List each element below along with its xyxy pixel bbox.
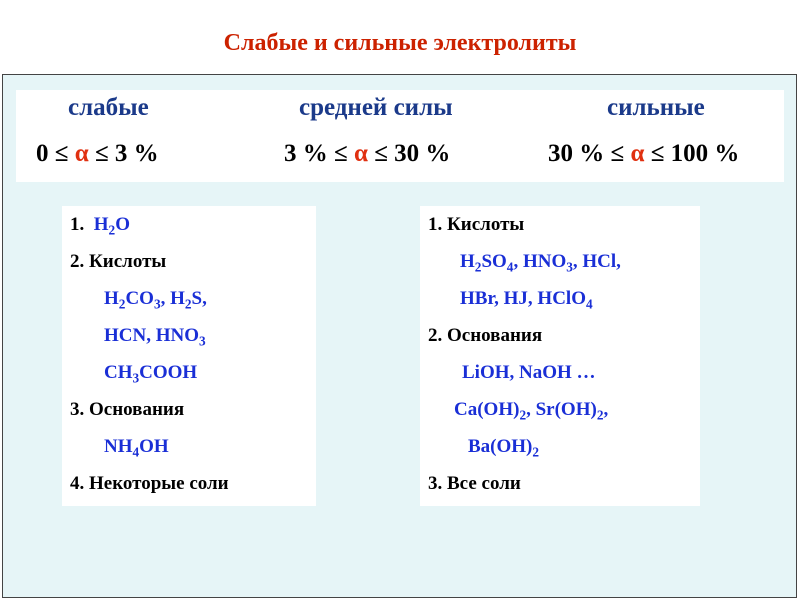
category-weak-name: слабые <box>68 94 149 121</box>
formula-line: HBr, HJ, HClO$_4$ <box>460 288 593 312</box>
formula-line: $H_2SO_4$, $HNO_3$, HCl, <box>460 251 621 275</box>
list-item: 4. Некоторые соли <box>70 473 229 494</box>
formula-line: $NH_4OH$ <box>104 436 169 460</box>
list-item: 3. Все соли <box>428 473 521 494</box>
water-formula: $H_2O$ <box>93 214 130 238</box>
weak-electrolytes-list <box>62 206 316 506</box>
formula-line: HCN, $HNO_3$ <box>104 325 206 349</box>
category-weak-range: 0 ≤ α ≤ 3 % <box>36 140 159 167</box>
slide-title: Слабые и сильные электролиты <box>223 30 577 56</box>
category-strong-range: 30 % ≤ α ≤ 100 % <box>548 140 740 167</box>
formula-line: LiOH, NaOH … <box>462 362 596 383</box>
category-table <box>16 90 784 182</box>
list-item: 2. Основания <box>428 325 543 346</box>
list-item: 1. $H_2O$ <box>70 214 130 238</box>
category-medium-range: 3 % ≤ α ≤ 30 % <box>284 140 451 167</box>
alpha-symbol: α <box>74 140 89 167</box>
formula-line: $Ba(OH)_2$ <box>468 436 540 460</box>
list-item: 2. Кислоты <box>70 251 167 272</box>
list-item: 1. Кислоты <box>428 214 525 235</box>
strong-electrolytes-list <box>420 206 700 506</box>
alpha-symbol: α <box>353 140 368 167</box>
category-strong-name: сильные <box>607 94 705 121</box>
formula-line: $H_2CO_3$, $H_2S$, <box>104 288 207 312</box>
alpha-symbol: α <box>630 140 645 167</box>
formula-line: $CH_3COOH$ <box>104 362 198 386</box>
category-medium-name: средней силы <box>299 94 453 121</box>
formula-line: $Ca(OH)_2$, $Sr(OH)_2$, <box>454 399 609 423</box>
list-item: 3. Основания <box>70 399 185 420</box>
